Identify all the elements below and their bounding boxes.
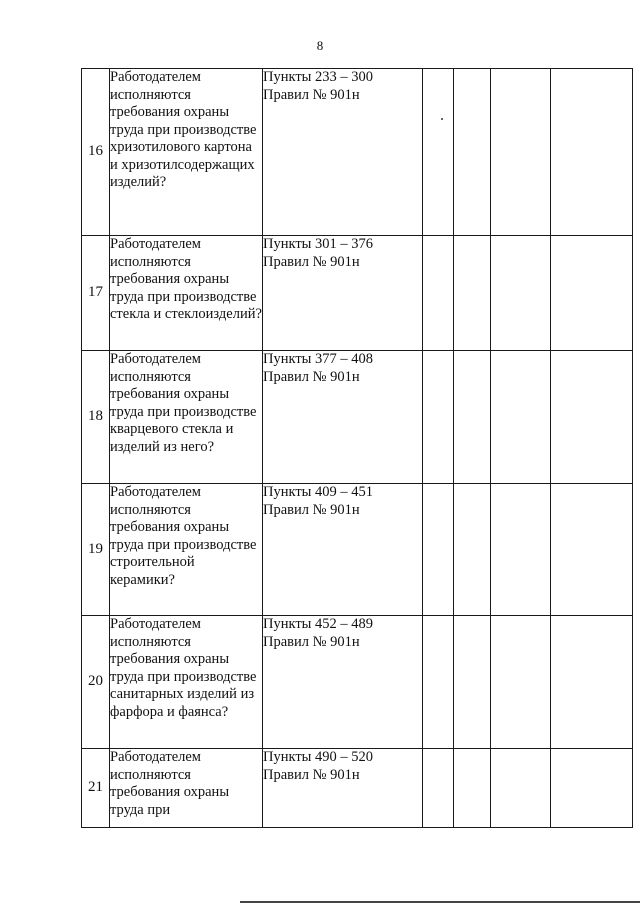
answer-yes-cell[interactable] — [423, 616, 454, 749]
reference-rules: Правил № 901н — [263, 501, 360, 518]
answer-not-applicable-cell[interactable] — [491, 351, 551, 484]
row-question: Работодателем исполняются требования охраны труда при — [110, 749, 263, 828]
row-question: Работодателем исполняются требования охраны труда при производстве стекла и стеклоизделий? — [110, 236, 263, 351]
table-row — [82, 616, 633, 749]
answer-no-cell[interactable] — [454, 484, 491, 616]
row-question: Работодателем исполняются требования охраны труда при производстве санитарных изделий из фарфора и фаянса? — [110, 616, 263, 749]
table-row — [82, 749, 633, 828]
answer-no-cell[interactable] — [454, 616, 491, 749]
row-reference — [263, 616, 423, 749]
row-number: 18 — [82, 351, 110, 484]
reference-rules: Правил № 901н — [263, 766, 360, 783]
answer-no-cell[interactable] — [454, 236, 491, 351]
table-row — [82, 484, 633, 616]
answer-no-cell[interactable] — [454, 749, 491, 828]
row-number: 19 — [82, 484, 110, 616]
reference-points: Пункты 233 – 300 — [263, 69, 374, 85]
row-number: 21 — [82, 749, 110, 828]
reference-rules: Правил № 901н — [263, 253, 360, 270]
page-number: 8 — [316, 38, 324, 53]
reference-points: Пункты 377 – 408 — [263, 351, 374, 367]
answer-not-applicable-cell[interactable] — [491, 69, 551, 236]
bottom-edge-line — [240, 901, 640, 903]
notes-cell[interactable] — [551, 749, 633, 828]
row-question: Работодателем исполняются требования охраны труда при производстве строительной керамики? — [110, 484, 263, 616]
row-number: 16 — [82, 69, 110, 236]
row-reference — [263, 236, 423, 351]
row-number: 20 — [82, 616, 110, 749]
row-reference — [263, 749, 423, 828]
reference-points: Пункты 490 – 520 — [263, 749, 374, 765]
answer-not-applicable-cell[interactable] — [491, 749, 551, 828]
scan-speck — [441, 118, 443, 120]
answer-not-applicable-cell[interactable] — [491, 616, 551, 749]
reference-points: Пункты 409 – 451 — [263, 484, 374, 500]
reference-rules: Правил № 901н — [263, 633, 360, 650]
answer-not-applicable-cell[interactable] — [491, 236, 551, 351]
reference-rules: Правил № 901н — [263, 368, 360, 385]
answer-yes-cell[interactable] — [423, 749, 454, 828]
table-row — [82, 236, 633, 351]
checklist-table — [81, 68, 633, 828]
row-number: 17 — [82, 236, 110, 351]
row-question: Работодателем исполняются требования охраны труда при производстве хризотилового картона и хризотилсодержащих изделий? — [110, 69, 263, 236]
notes-cell[interactable] — [551, 236, 633, 351]
table-row — [82, 69, 633, 236]
notes-cell[interactable] — [551, 69, 633, 236]
answer-yes-cell[interactable] — [423, 351, 454, 484]
table-row — [82, 351, 633, 484]
answer-no-cell[interactable] — [454, 351, 491, 484]
answer-yes-cell[interactable] — [423, 236, 454, 351]
row-reference — [263, 484, 423, 616]
row-question: Работодателем исполняются требования охраны труда при производстве кварцевого стекла и изделий из него? — [110, 351, 263, 484]
answer-yes-cell[interactable] — [423, 484, 454, 616]
reference-rules: Правил № 901н — [263, 86, 360, 103]
reference-points: Пункты 301 – 376 — [263, 236, 374, 252]
row-reference — [263, 69, 423, 236]
answer-yes-cell[interactable] — [423, 69, 454, 236]
reference-points: Пункты 452 – 489 — [263, 616, 374, 632]
notes-cell[interactable] — [551, 616, 633, 749]
answer-no-cell[interactable] — [454, 69, 491, 236]
notes-cell[interactable] — [551, 484, 633, 616]
answer-not-applicable-cell[interactable] — [491, 484, 551, 616]
notes-cell[interactable] — [551, 351, 633, 484]
row-reference — [263, 351, 423, 484]
